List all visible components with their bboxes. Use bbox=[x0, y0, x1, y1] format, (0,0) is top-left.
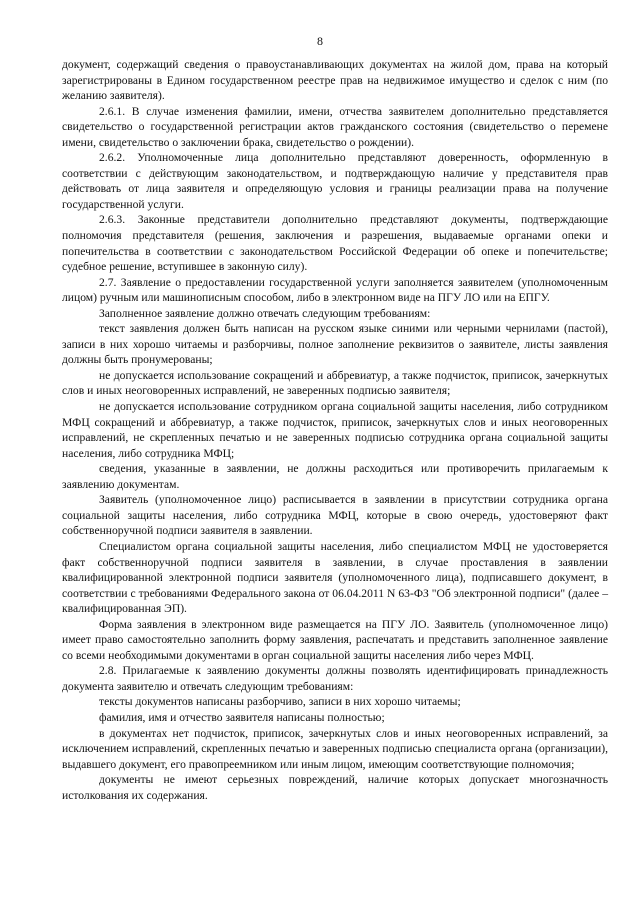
page-number: 8 bbox=[317, 34, 323, 48]
paragraph-2-6-1: 2.6.1. В случае изменения фамилии, имени, отчества заявителем дополнительно представляется свидетельство о государственной регистрации актов гражданского состояния (свидетельство о перемене имени, свидетельство о заключении брака, свидетельство о рождении). bbox=[62, 104, 608, 149]
paragraph-requirement-consistency: сведения, указанные в заявлении, не должны расходиться или противоречить прилагаемым к заявлению документам. bbox=[62, 462, 608, 491]
paragraph-continuation: документ, содержащий сведения о правоустанавливающих документах на жилой дом, права на который зарегистрированы в Едином государственном реестре прав на недвижимое имущество и сделок с ним (по желанию заявителя). bbox=[62, 58, 608, 103]
paragraph-2-8: 2.8. Прилагаемые к заявлению документы должны позволять идентифицировать принадлежность документа заявителю и отвечать следующим требованиям: bbox=[62, 664, 608, 693]
paragraph-2-6-3: 2.6.3. Законные представители дополнительно представляют документы, подтверждающие полномочия представителя (решения, заключения и разрешения, выдаваемые органами опеки и попечительства в соответствии с законодательством Российской Федерации об опеке и попечительстве; судебное решение, вступившее в законную силу). bbox=[62, 213, 608, 274]
document-body bbox=[62, 57, 608, 803]
paragraph-requirement-language: текст заявления должен быть написан на русском языке синими или черными чернилами (пастой), записи в них хорошо читаемы и разборчивы, полное заполнение реквизитов о заявителе, листы заявления должны быть пронумерованы; bbox=[62, 322, 608, 367]
paragraph-doc-legible: тексты документов написаны разборчиво, записи в них хорошо читаемы; bbox=[99, 695, 461, 709]
paragraph-signature: Заявитель (уполномоченное лицо) расписывается в заявлении в присутствии сотрудника органа социальной защиты населения, либо сотрудника МФЦ, которые в свою очередь, удостоверяют факт собственноручной подписи заявителя в заявлении. bbox=[62, 493, 608, 538]
paragraph-2-6-2: 2.6.2. Уполномоченные лица дополнительно представляют доверенность, оформленную в соответствии с действующим законодательством, и подтверждающую наличие у представителя прав действовать от лица заявителя и определяющую условия и границы реализации права на получение государственной услуги. bbox=[62, 151, 608, 211]
paragraph-requirement-abbreviations: не допускается использование сокращений и аббревиатур, а также подчисток, приписок, зачеркнутых слов и иных неоговоренных исправлений, не заверенных подписью заявителя; bbox=[62, 368, 608, 398]
paragraph-2-7: 2.7. Заявление о предоставлении государственной услуги заполняется заявителем (уполномоченным лицом) ручным или машинописным способом, либо в электронном виде на ПГУ ЛО или на ЕПГУ. bbox=[62, 275, 608, 305]
paragraph-requirements-intro: Заполненное заявление должно отвечать следующим требованиям: bbox=[99, 306, 431, 320]
paragraph-requirement-staff: не допускается использование сотрудником органа социальной защиты населения, либо сотрудником МФЦ сокращений и аббревиатур, а также подчисток, приписок, зачеркнутых слов и иных неоговоренных исправлений, не скрепленных печатью и не заверенных подписью сотрудника органа социальной защиты населения, либо сотрудника МФЦ; bbox=[62, 400, 608, 460]
paragraph-electronic-signature: Специалистом органа социальной защиты населения, либо специалистом МФЦ не удостоверяется факт собственноручной подписи заявителя в заявлении, в случае проставления в заявлении квалифицированной электронной подписи заявителя (уполномоченного лица), подписавшего документ, в соответствии с требованиями Федерального закона от 06.04.2011 N 63-ФЗ "Об электронной подписи" (далее – квалифицированная ЭП). bbox=[62, 539, 608, 616]
paragraph-electronic-form: Форма заявления в электронном виде размещается на ПГУ ЛО. Заявитель (уполномоченное лицо) имеет право самостоятельно заполнить форму заявления, распечатать и представить заполненное заявление со всеми необходимыми документами в орган социальной защиты населения либо через МФЦ. bbox=[62, 617, 608, 662]
paragraph-doc-no-corrections: в документах нет подчисток, приписок, зачеркнутых слов и иных неоговоренных исправлений, за исключением исправлений, скрепленных печатью и заверенных подписью специалиста органа (организации), выдавшего документ, его правопреемником или иным лицом, имеющим соответствующие полномочия; bbox=[62, 726, 608, 771]
paragraph-doc-no-damage: документы не имеют серьезных повреждений, наличие которых допускает многозначность истолкования их содержания. bbox=[62, 773, 608, 802]
paragraph-doc-full-name: фамилия, имя и отчество заявителя написаны полностью; bbox=[99, 710, 385, 724]
